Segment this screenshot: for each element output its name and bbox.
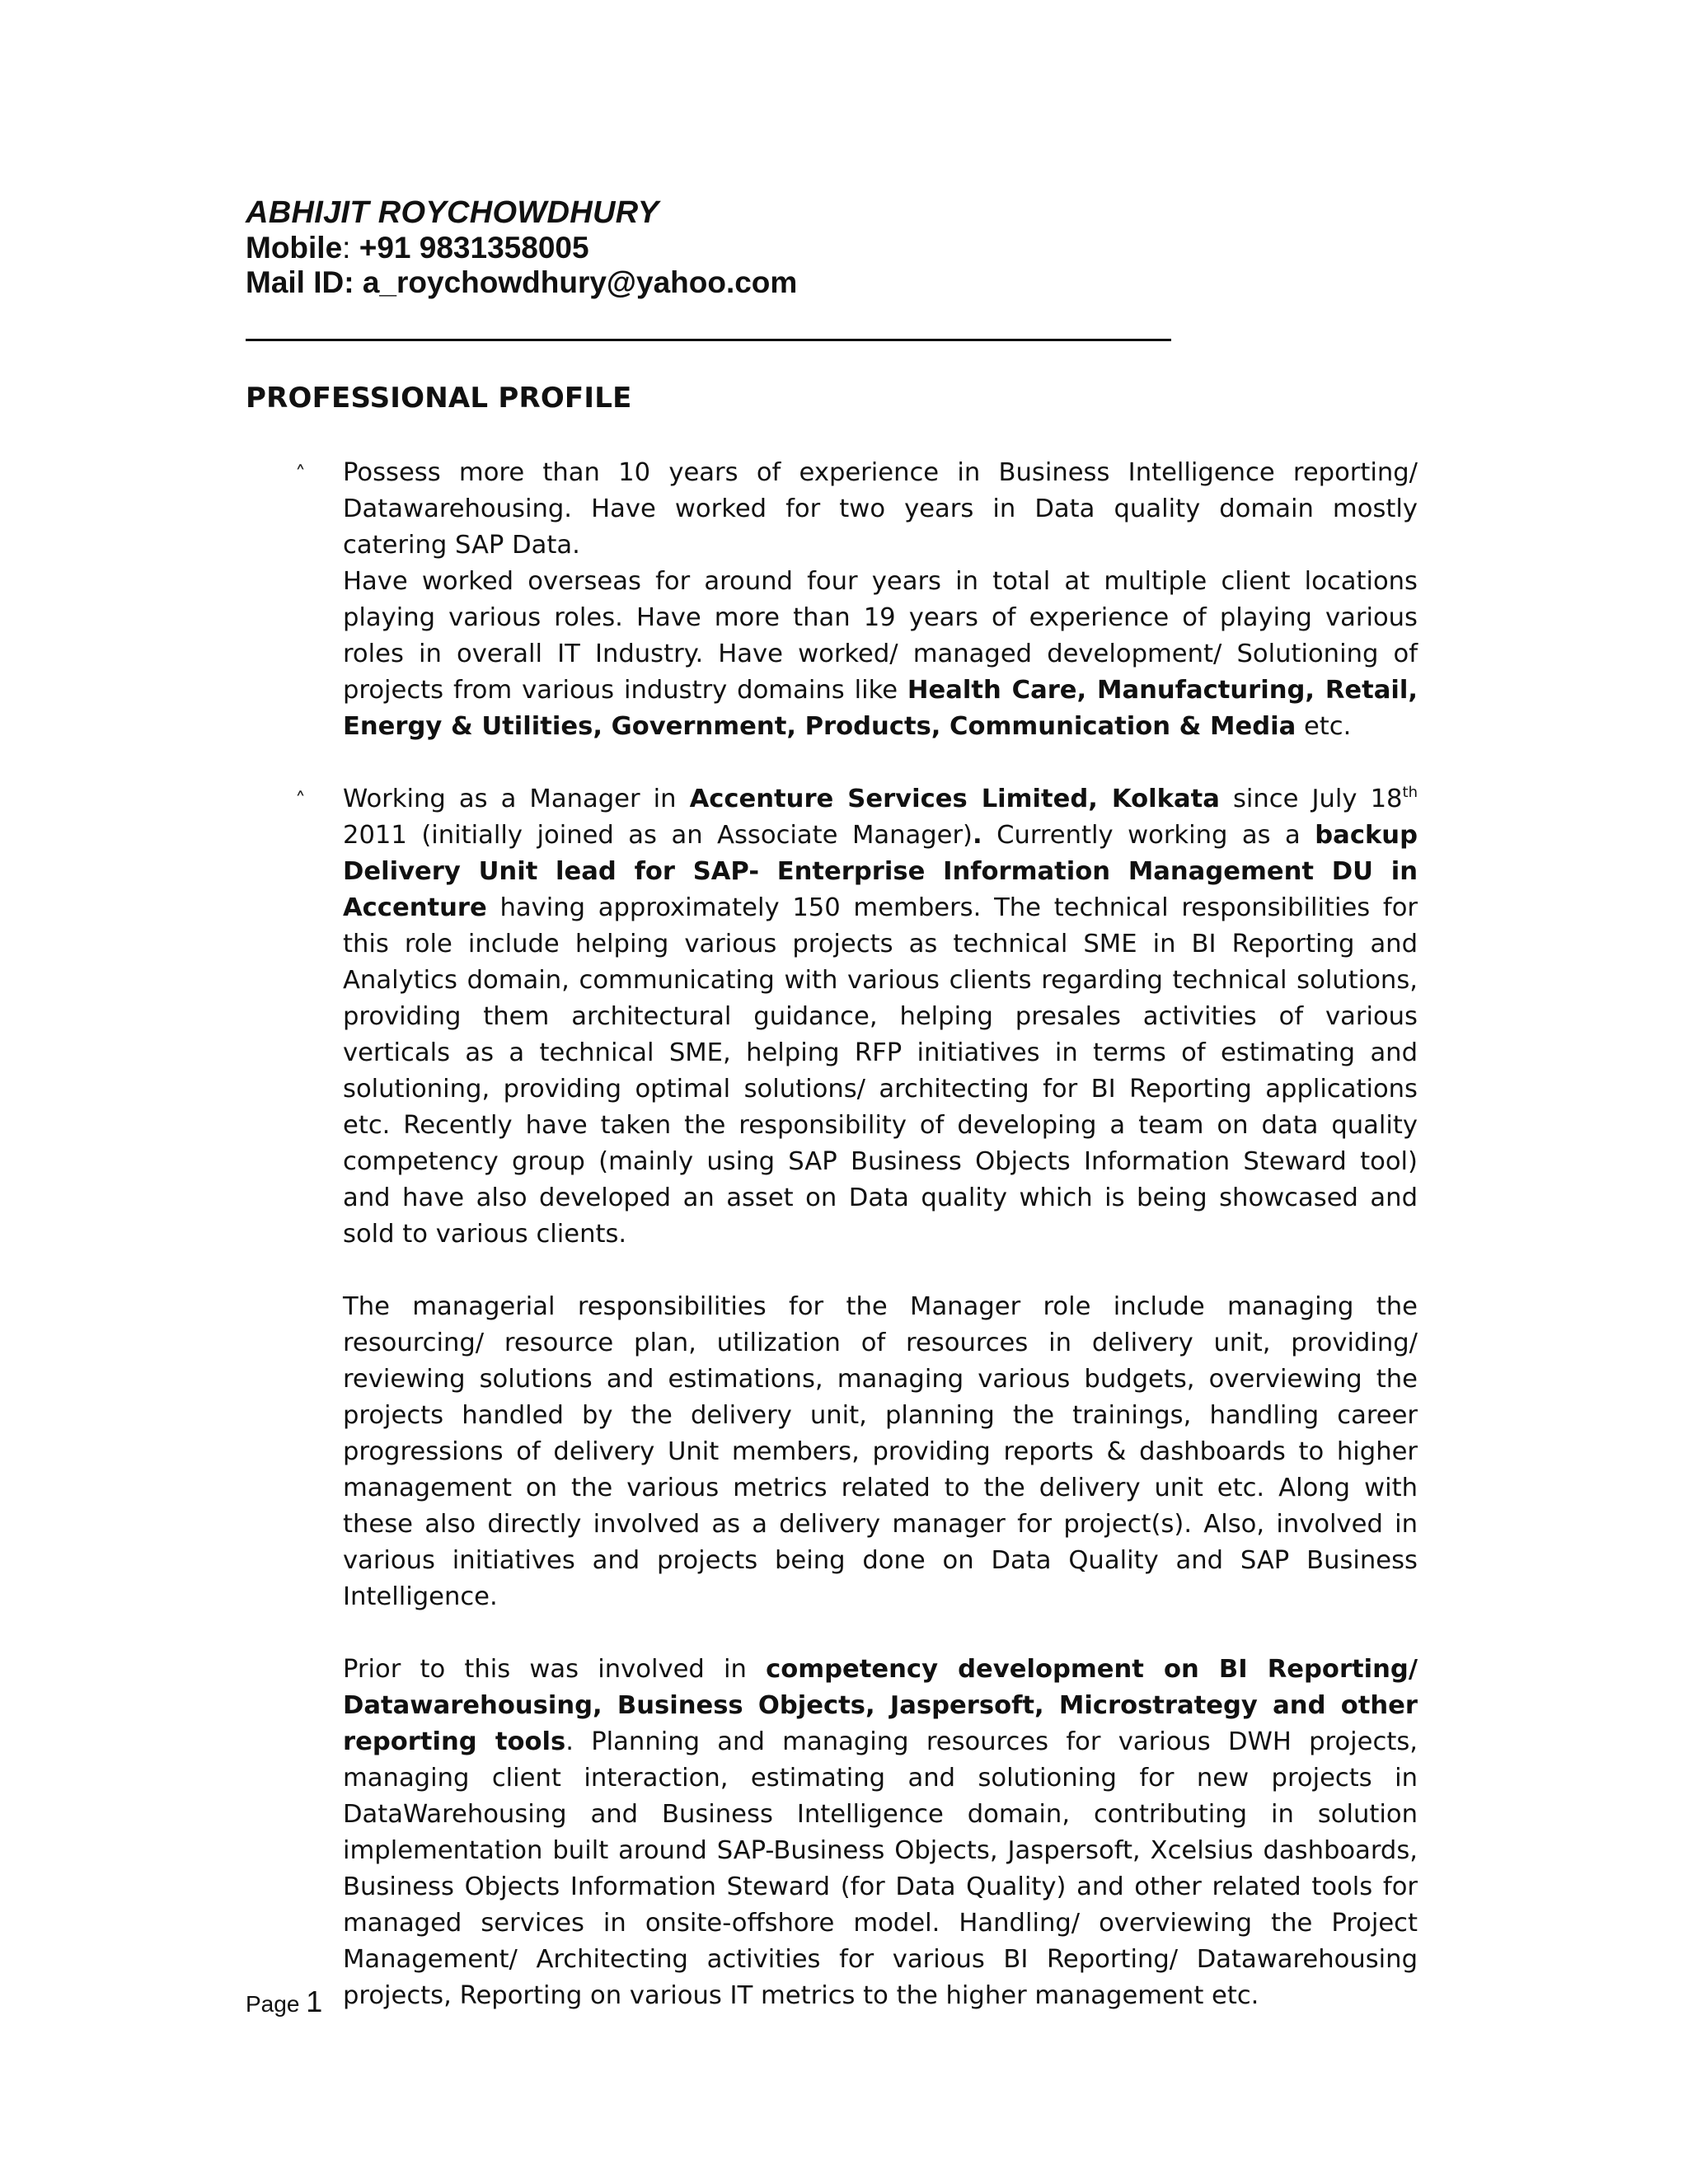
candidate-name: ABHIJIT ROYCHOWDHURY	[246, 195, 659, 230]
mobile-label: Mobile	[246, 231, 343, 265]
profile-bullet-item	[288, 781, 1418, 2014]
mail-line	[246, 265, 1235, 300]
industry-domains: Health Care, Manufacturing, Retail, Energy & Utilities, Government, Products, Communication & Media	[343, 676, 1418, 741]
profile-paragraph: Possess more than 10 years of experience in Business Intelligence reporting/ Datawarehousing. Have worked for two years in Data quality domain mostly catering SAP Data.	[343, 458, 1418, 560]
contact-header	[246, 194, 1235, 300]
employer-name: Accenture Services Limited, Kolkata	[689, 785, 1220, 813]
profile-bullet-item	[288, 455, 1418, 745]
page-label: Page	[246, 1991, 300, 2017]
profile-paragraph: The managerial responsibilities for the Manager role include managing the resourcing/ resource plan, utilization of resources in delivery unit, providing/ reviewing solutions and estimations, managing various budgets, overviewing the projects handled by the delivery unit, planning the trainings, handling career progressions of delivery Unit members, providing reports & dashboards to higher management on the various metrics related to the delivery unit etc. Along with these also directly involved as a delivery manager for project(s). Also, involved in various initiatives and projects being done on Data Quality and SAP Business Intelligence.	[343, 1292, 1418, 1611]
arrowhead-bullet-icon: ˄	[295, 789, 306, 813]
section-title: PROFESSIONAL PROFILE	[246, 382, 632, 415]
mobile-number: +91 9831358005	[359, 231, 589, 265]
mail-address: a_roychowdhury@yahoo.com	[362, 265, 798, 299]
profile-paragraph: Have worked overseas for around four years in total at multiple client locations playing various roles. Have more than 19 years of experience of playing various roles in overall IT Industry. Have worked/ managed development/ Solutioning of projects from various industry domains like Health Care, Manufacturing, Retail, Energy & Utilities, Government, Products, Communication & Media etc.	[343, 567, 1418, 741]
profile-content	[288, 455, 1418, 2014]
profile-paragraph: Working as a Manager in Accenture Services Limited, Kolkata since July 18th 2011 (initially joined as an Associate Manager). Currently working as a backup Delivery Unit lead for SAP- Enterprise Information Management DU in Accenture having approximately 150 members. The technical responsibilities for this role include helping various projects as technical SME in BI Reporting and Analytics domain, communicating with various clients regarding technical solutions, providing them architectural guidance, helping presales activities of various verticals as a technical SME, helping RFP initiatives in terms of estimating and solutioning, providing optimal solutions/ architecting for BI Reporting applications etc. Recently have taken the responsibility of developing a team on data quality competency group (mainly using SAP Business Objects Information Steward tool) and have also developed an asset on Data quality which is being showcased and sold to various clients.	[343, 784, 1418, 1249]
page-footer	[246, 1984, 322, 2022]
page-number: 1	[306, 1985, 323, 2018]
arrowhead-bullet-icon: ˄	[295, 462, 306, 487]
header-divider	[246, 339, 1171, 341]
competency-areas: competency development on BI Reporting/ Datawarehousing, Business Objects, Jaspersoft, Microstrategy and other reporting tools	[343, 1655, 1418, 1756]
mobile-line: Mobile: +91 9831358005	[246, 231, 589, 265]
mail-label: Mail ID:	[246, 265, 354, 299]
profile-paragraph: Prior to this was involved in competency development on BI Reporting/ Datawarehousing, Business Objects, Jaspersoft, Microstrategy and other reporting tools. Planning and managing resources for various DWH projects, managing client interaction, estimating and solutioning for new projects in DataWarehousing and Business Intelligence domain, contributing in solution implementation built around SAP-Business Objects, Jaspersoft, Xcelsius dashboards, Business Objects Information Steward (for Data Quality) and other related tools for managed services in onsite-offshore model. Handling/ overviewing the Project Management/ Architecting activities for various BI Reporting/ Datawarehousing projects, Reporting on various IT metrics to the higher management etc.	[343, 1655, 1418, 2010]
current-role: backup Delivery Unit lead for SAP- Enterprise Information Management DU in Accenture	[343, 821, 1418, 922]
